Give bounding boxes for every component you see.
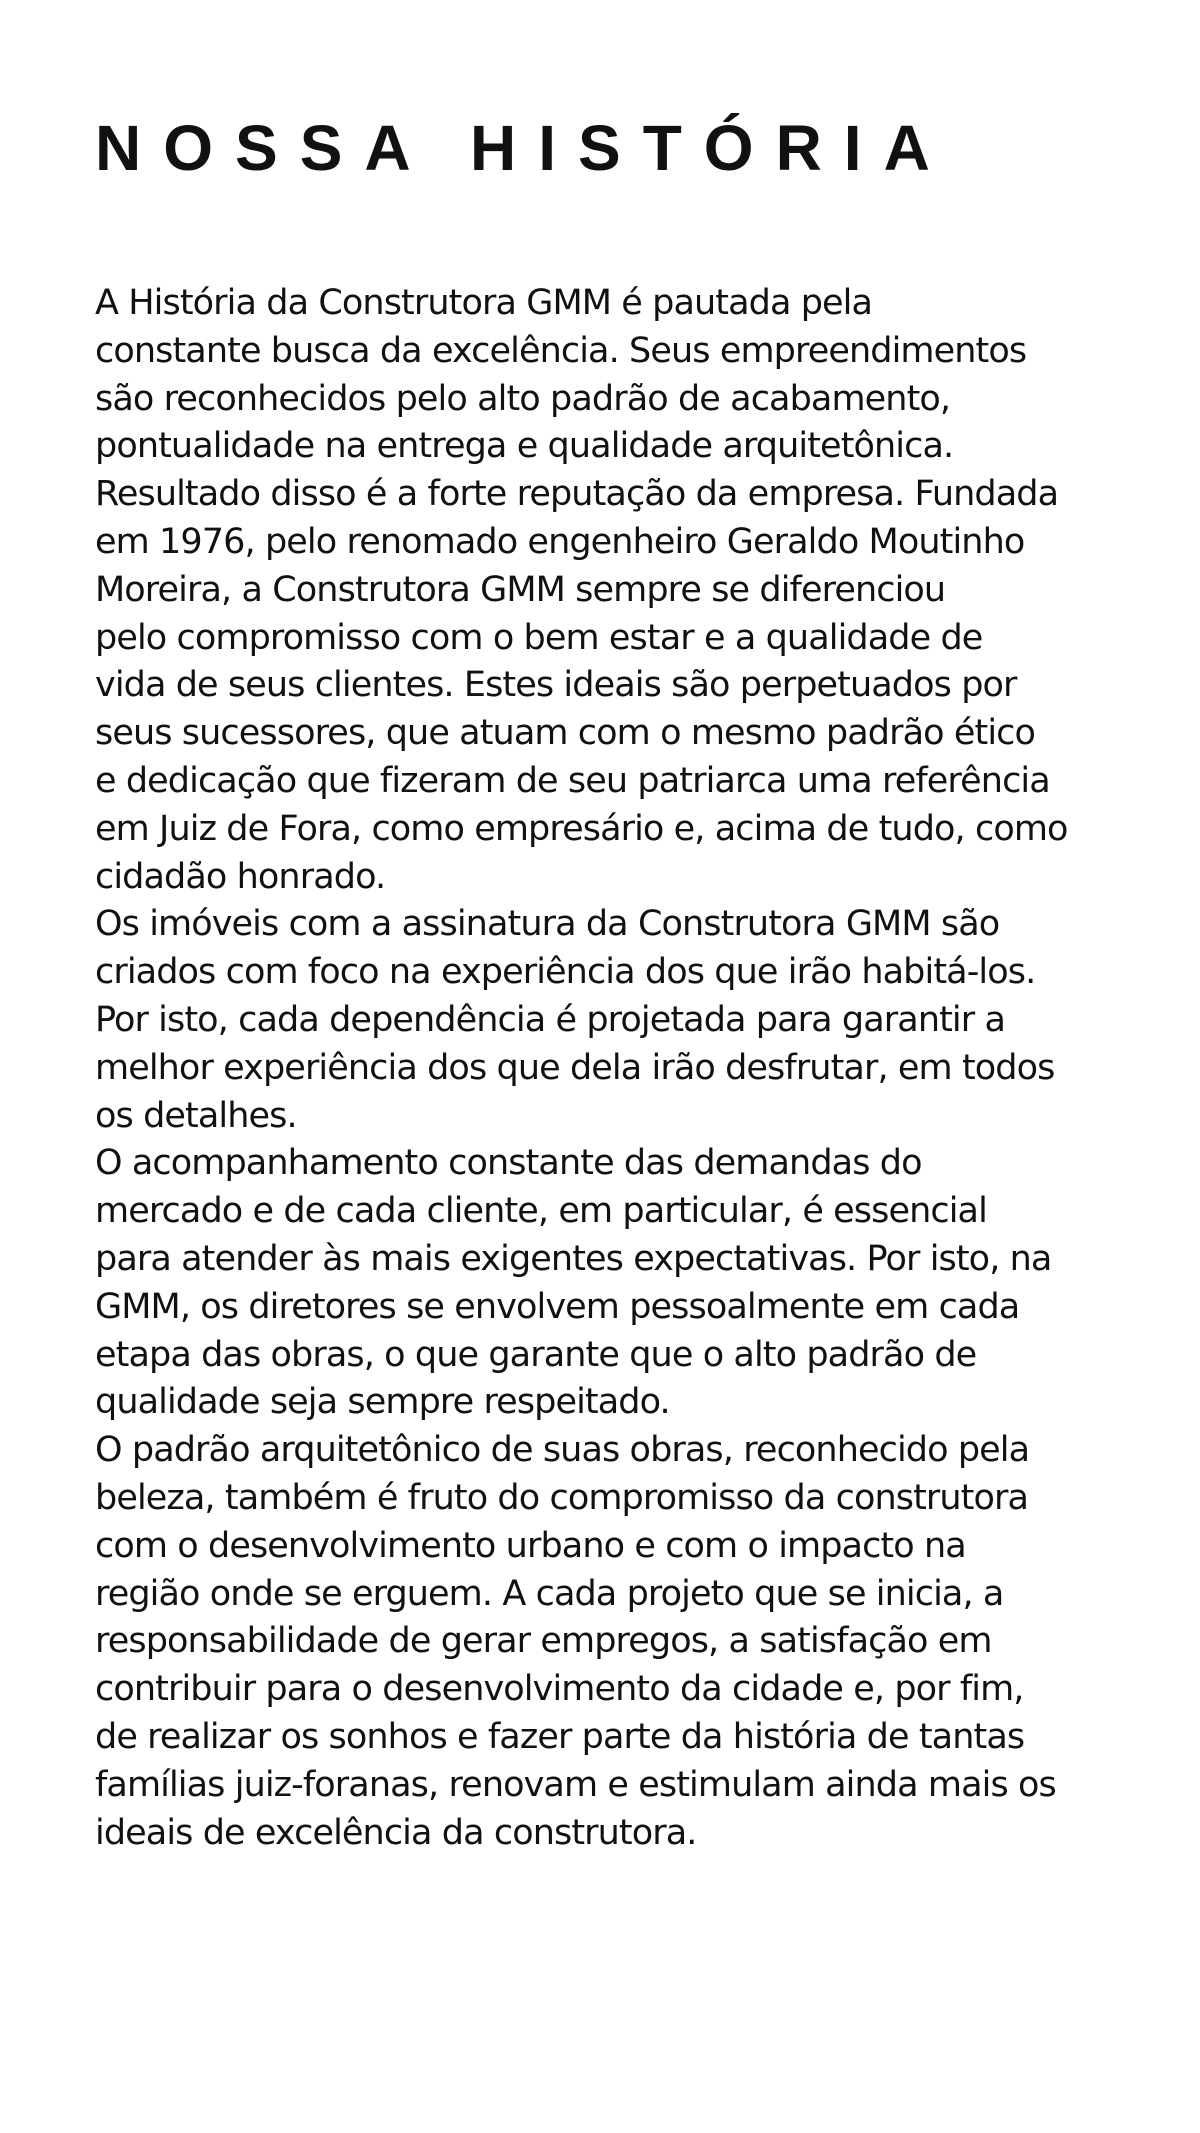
text-line: responsabilidade de gerar empregos, a satisfação em	[95, 1621, 992, 1662]
text-line: mercado e de cada cliente, em particular, é essencial	[95, 1191, 987, 1232]
text-line: ideais de excelência da construtora.	[95, 1812, 697, 1853]
text-line: para atender às mais exigentes expectativas. Por isto, na	[95, 1238, 1052, 1279]
text-line: seus sucessores, que atuam com o mesmo padrão ético	[95, 713, 1036, 754]
text-line: famílias juiz-foranas, renovam e estimulam ainda mais os	[95, 1764, 1056, 1805]
text-line: de realizar os sonhos e fazer parte da história de tantas	[95, 1716, 1025, 1757]
text-line: qualidade seja sempre respeitado.	[95, 1382, 670, 1423]
text-line: contribuir para o desenvolvimento da cidade e, por fim,	[95, 1669, 1024, 1710]
text-line: criados com foco na experiência dos que irão habitá-los.	[95, 952, 1036, 993]
text-line: são reconhecidos pelo alto padrão de acabamento,	[95, 378, 951, 419]
text-line: O padrão arquitetônico de suas obras, reconhecido pela	[95, 1430, 1030, 1471]
text-line: pontualidade na entrega e qualidade arquitetônica.	[95, 426, 954, 467]
text-line: Os imóveis com a assinatura da Construtora GMM são	[95, 904, 1000, 945]
text-line: constante busca da excelência. Seus empreendimentos	[95, 330, 1027, 371]
text-line: pelo compromisso com o bem estar e a qualidade de	[95, 617, 983, 658]
page-title: NOSSA HISTÓRIA	[95, 112, 952, 184]
text-line: etapa das obras, o que garante que o alto padrão de	[95, 1334, 977, 1375]
text-line: em 1976, pelo renomado engenheiro Geraldo Moutinho	[95, 521, 1025, 562]
text-line: em Juiz de Fora, como empresário e, acima de tudo, como	[95, 808, 1068, 849]
text-line: vida de seus clientes. Estes ideais são perpetuados por	[95, 665, 1017, 706]
text-line: Por isto, cada dependência é projetada para garantir a	[95, 999, 1006, 1040]
text-line: e dedicação que fizeram de seu patriarca uma referência	[95, 760, 1050, 801]
text-line: região onde se erguem. A cada projeto que se inicia, a	[95, 1573, 1004, 1614]
history-text	[95, 280, 1160, 1857]
text-line: melhor experiência dos que dela irão desfrutar, em todos	[95, 1047, 1055, 1088]
text-line: Resultado disso é a forte reputação da empresa. Fundada	[95, 474, 1059, 515]
text-line: os detalhes.	[95, 1095, 297, 1136]
text-line: beleza, também é fruto do compromisso da construtora	[95, 1477, 1029, 1518]
text-line: com o desenvolvimento urbano e com o impacto na	[95, 1525, 966, 1566]
text-line: O acompanhamento constante das demandas do	[95, 1143, 922, 1184]
text-line: cidadão honrado.	[95, 856, 386, 897]
text-line: GMM, os diretores se envolvem pessoalmente em cada	[95, 1286, 1020, 1327]
text-line: A História da Construtora GMM é pautada pela	[95, 283, 873, 323]
text-line: Moreira, a Construtora GMM sempre se diferenciou	[95, 569, 946, 610]
